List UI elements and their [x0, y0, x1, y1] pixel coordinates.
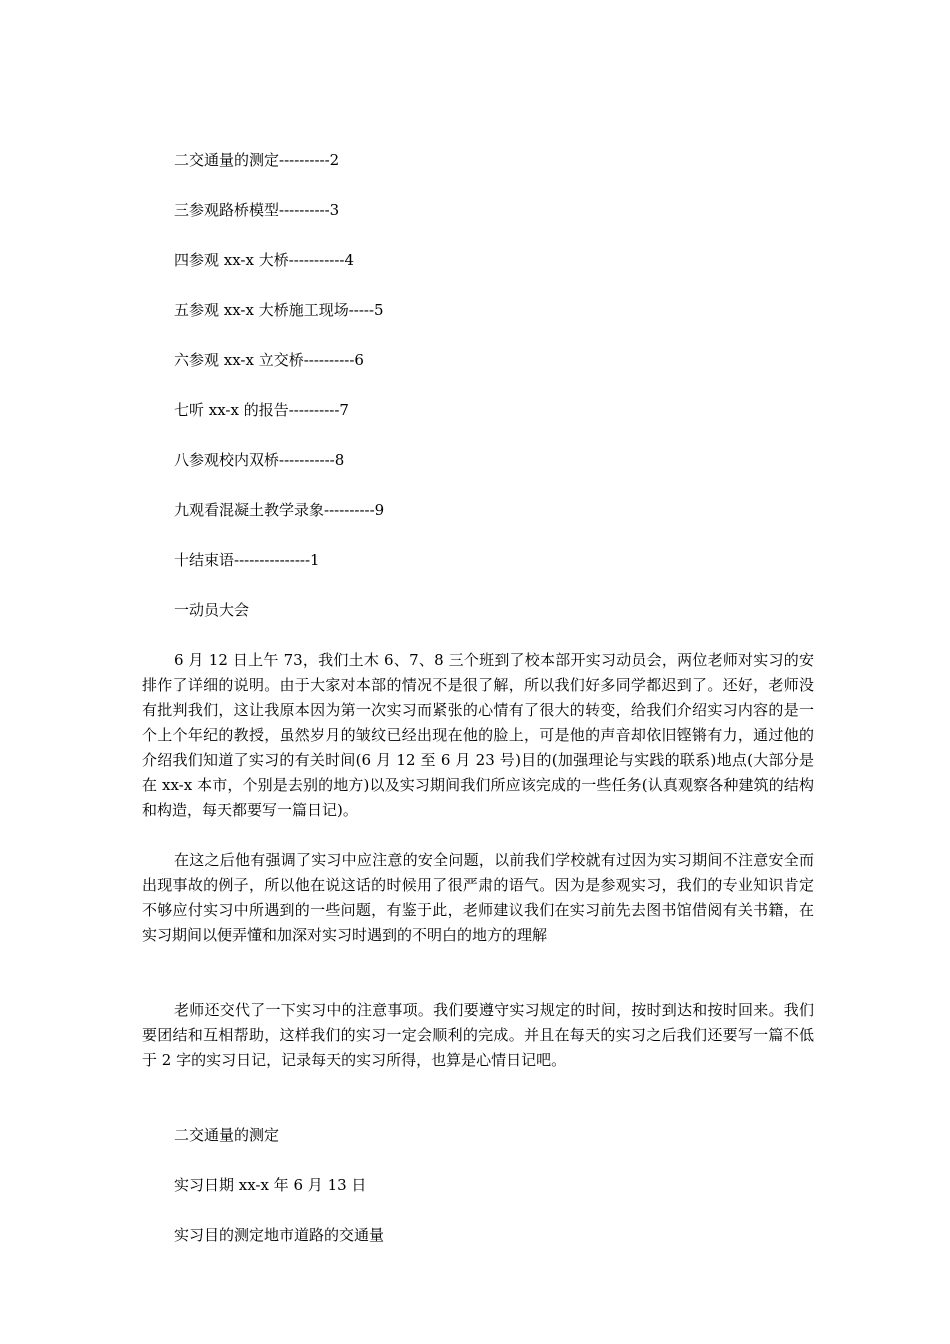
toc-item-7: 七听 xx-x 的报告----------7 — [174, 401, 349, 419]
toc-item-3: 三参观路桥模型----------3 — [174, 201, 340, 219]
paragraph-mobilization-1: 6 月 12 日上午 73，我们土木 6、7、8 三个班到了校本部开实习动员会，两位老师对实习的安排作了详细的说明。由于大家对本部的情况不是很了解，所以我们好多同学都迟到了。还好，老师没有批判我们，这让我原本因为第一次实习而紧张的心情有了很大的转变，给我们介绍实习内容的是一个上个年纪的教授，虽然岁月的皱纹已经出现在他的脸上，可是他的声音却依旧铿锵有力，通过他的介绍我们知道了实习的有关时间(6 月 12 至 6 月 23 号)目的(加强理论与实践的联系)地点(大部分是在 xx-x 本市，个别是去别的地方)以及实习期间我们所应该完成的一些任务(认真观察各种建筑的结构和构造，每天都要写一篇日记)。 — [142, 651, 814, 819]
toc-item-9: 九观看混凝土教学录象----------9 — [174, 501, 385, 519]
practice-date-line: 实习日期 xx-x 年 6 月 13 日 — [174, 1176, 367, 1194]
toc-item-6: 六参观 xx-x 立交桥----------6 — [174, 351, 364, 369]
paragraph-mobilization-3: 老师还交代了一下实习中的注意事项。我们要遵守实习规定的时间，按时到达和按时回来。我们要团结和互相帮助，这样我们的实习一定会顺利的完成。并且在每天的实习之后我们还要写一篇不低于 2 字的实习日记，记录每天的实习所得，也算是心情日记吧。 — [142, 1001, 814, 1069]
toc-item-2: 二交通量的测定----------2 — [174, 151, 340, 169]
practice-purpose-line: 实习目的测定地市道路的交通量 — [174, 1226, 385, 1244]
section-heading-mobilization: 一动员大会 — [174, 601, 250, 619]
toc-item-10: 十结束语---------------1 — [174, 551, 320, 569]
toc-item-5: 五参观 xx-x 大桥施工现场-----5 — [174, 301, 384, 319]
section-heading-traffic: 二交通量的测定 — [174, 1126, 280, 1144]
toc-item-4: 四参观 xx-x 大桥-----------4 — [174, 251, 355, 269]
toc-item-8: 八参观校内双桥-----------8 — [174, 451, 345, 469]
paragraph-mobilization-2: 在这之后他有强调了实习中应注意的安全问题，以前我们学校就有过因为实习期间不注意安全而出现事故的例子，所以他在说这话的时候用了很严肃的语气。因为是参观实习，我们的专业知识肯定不够应付实习中所遇到的一些问题，有鉴于此，老师建议我们在实习前先去图书馆借阅有关书籍，在实习期间以便弄懂和加深对实习时遇到的不明白的地方的理解 — [142, 851, 814, 944]
